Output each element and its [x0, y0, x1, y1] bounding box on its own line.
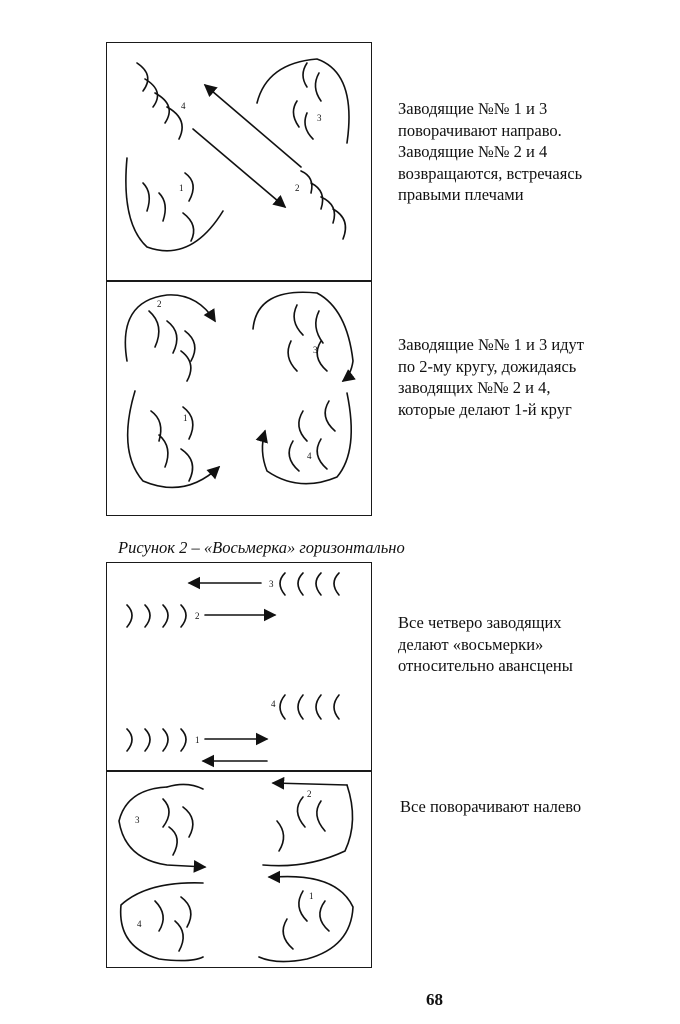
dancer-label-2b-2: 2	[307, 789, 312, 799]
figure-caption: Рисунок 2 – «Восьмерка» горизонтально	[118, 538, 405, 557]
dancer-label-1b-2: 2	[157, 299, 162, 309]
panel-description-2b: Все поворачивают налево	[400, 797, 582, 816]
dancer-label-2: 2	[295, 183, 300, 193]
dancer-label-1b-3: 3	[313, 345, 318, 355]
dancer-label-2a-3: 3	[269, 579, 274, 589]
dancer-label-2b-1: 1	[309, 891, 314, 901]
dancer-label-4: 4	[181, 101, 186, 111]
panel-description-1a: Заводящие №№ 1 и 3 поворачивают направо. Заводящие №№ 2 и 4 возвращаются, встречаясь правыми плечами	[398, 99, 583, 204]
dancer-label-1b-1: 1	[183, 413, 188, 423]
dancer-label-2b-3: 3	[135, 815, 140, 825]
diagram-panel-1b	[106, 280, 372, 516]
page-number: 68	[426, 990, 443, 1009]
dance-diagram-1b	[107, 281, 373, 517]
diagram-panel-2b	[106, 770, 372, 968]
dance-diagram-2a	[107, 563, 373, 773]
dancer-label-2a-2: 2	[195, 611, 200, 621]
dance-diagram-1a	[107, 43, 373, 283]
panel-description-2a: Все четверо заводящих делают «восьмерки» относительно авансцены	[398, 613, 573, 675]
dancer-label-3: 3	[317, 113, 322, 123]
dancer-label-2b-4: 4	[137, 919, 142, 929]
diagram-panel-2a	[106, 562, 372, 772]
dancer-label-2a-1: 1	[195, 735, 200, 745]
dancer-label-1b-4: 4	[307, 451, 312, 461]
dancer-label-1: 1	[179, 183, 184, 193]
dancer-label-2a-4: 4	[271, 699, 276, 709]
panel-description-1b: Заводящие №№ 1 и 3 идут по 2-му кругу, дожидаясь заводящих №№ 2 и 4, которые делают 1-й круг	[398, 335, 585, 419]
dance-diagram-2b	[107, 771, 373, 969]
diagram-panel-1a	[106, 42, 372, 282]
